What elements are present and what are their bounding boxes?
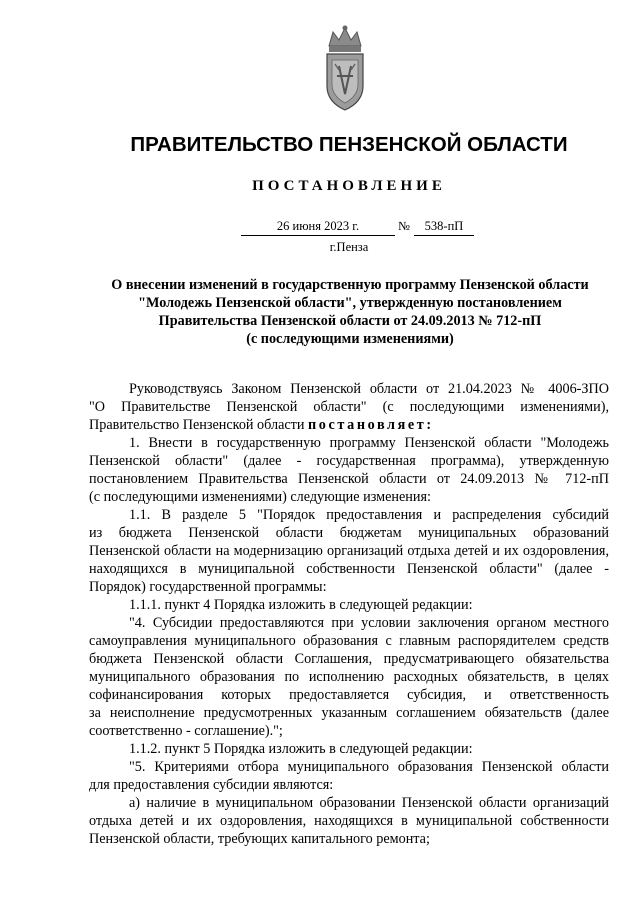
body-line: муниципального образования по исполнению расходных обязательств, в целях (89, 669, 609, 685)
body-line: "4. Субсидии предоставляются при условии заключения органом местного (129, 615, 609, 631)
body-line: "О Правительстве Пензенской области" (с последующими изменениями), (89, 399, 609, 415)
body-line: бюджета Пензенской области Соглашения, предусматривающего обязательства (89, 651, 609, 667)
subject-line: О внесении изменений в государственную программу Пензенской области (111, 277, 589, 293)
body-line: Порядок) государственной программы: (89, 579, 327, 595)
body-line: Руководствуясь Законом Пензенской области от 21.04.2023 № 4006-ЗПО (129, 381, 609, 397)
body-line: а) наличие в муниципальном образовании Пензенской области организаций (129, 795, 609, 811)
body-line: Пензенской области на модернизацию организаций отдыха детей и их оздоровления, (89, 543, 609, 559)
subject-line: Правительства Пензенской области от 24.09.2013 № 712-пП (158, 313, 542, 329)
body-line: из бюджета Пензенской области бюджетам муниципальных образований (89, 525, 609, 541)
document-subject (60, 276, 640, 348)
body-line: самоуправления муниципального образования с главным распорядителем средств (89, 633, 609, 649)
document-date: 26 июня 2023 г. (241, 219, 395, 236)
body-line: постановлением Правительства Пензенской области от 24.09.2013 № 712-пП (89, 471, 609, 487)
number-sign: № (398, 219, 410, 233)
body-line: 1.1.2. пункт 5 Порядка изложить в следующей редакции: (129, 741, 473, 757)
document-number: 538-пП (414, 219, 474, 236)
body-line: находящихся в муниципальной собственности Пензенской области" (далее - (89, 561, 609, 577)
subject-line: (с последующими изменениями) (246, 331, 454, 347)
body-line: 1.1.1. пункт 4 Порядка изложить в следующей редакции: (129, 597, 473, 613)
government-title: ПРАВИТЕЛЬСТВО ПЕНЗЕНСКОЙ ОБЛАСТИ (130, 133, 568, 156)
body-line: соответственно - соглашение)."; (89, 723, 283, 739)
body-line: "5. Критериями отбора муниципального образования Пензенской области (129, 759, 609, 775)
body-line: Пензенской области" (далее - государственная программа), утвержденную (89, 453, 609, 469)
body-line: за неисполнение предусмотренных указанным соглашением обязательств (далее (89, 705, 609, 721)
document-body (89, 380, 609, 848)
document-type: ПОСТАНОВЛЕНИЕ (252, 178, 446, 194)
preamble-text: Правительство Пензенской области (89, 417, 305, 433)
body-line: 1. Внести в государственную программу Пензенской области "Молодежь (129, 435, 609, 451)
body-line: 1.1. В разделе 5 "Порядок предоставления и распределения субсидий (129, 507, 609, 523)
document-city: г.Пенза (329, 240, 369, 254)
body-line: (с последующими изменениями) следующие изменения: (89, 489, 431, 505)
body-line: Пензенской области, требующих капитального ремонта; (89, 831, 430, 847)
body-line (89, 416, 609, 434)
body-line: отдыха детей и их оздоровления, находящихся в муниципальной собственности (89, 813, 609, 829)
subject-line: "Молодежь Пензенской области", утвержденную постановлением (138, 295, 562, 311)
penza-coat-of-arms-icon (323, 24, 367, 112)
body-line: для предоставления субсидии являются: (89, 777, 334, 793)
resolves-text: постановляет: (308, 417, 434, 433)
body-line: софинансирования которых предоставляется субсидия, и ответственность (89, 687, 609, 703)
